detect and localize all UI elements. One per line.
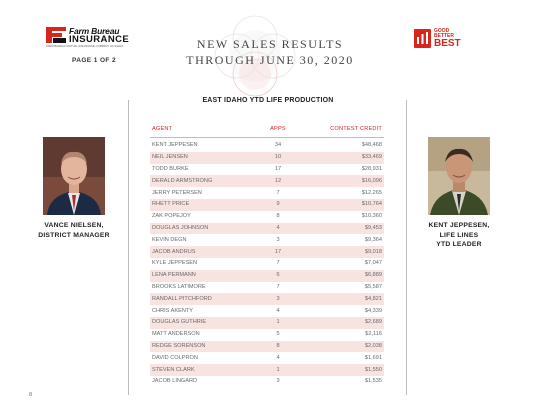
apps-cell: 3 (276, 236, 280, 243)
credit-cell: $16,096 (361, 177, 382, 184)
apps-cell: 10 (274, 154, 282, 161)
agent-cell: BROOKS LATIMORE (152, 283, 206, 290)
table-row (150, 223, 384, 235)
apps-cell: 7 (276, 189, 280, 196)
left-divider (128, 100, 129, 395)
agent-cell: DERALD ARMSTRONG (152, 177, 213, 184)
ytd-leader-product: LIFE LINES (439, 231, 479, 239)
agent-cell: RANDALL PITCHFORD (152, 295, 212, 302)
apps-cell: 3 (276, 295, 280, 302)
table-row (150, 329, 384, 341)
table-row (150, 352, 384, 364)
table-row (150, 317, 384, 329)
brand-name-line1: Farm Bureau (69, 26, 120, 36)
slogan-icon (414, 29, 431, 48)
credit-cell: $5,587 (364, 283, 382, 290)
agent-cell: KENT JEPPESEN (152, 142, 198, 149)
agent-cell: KYLE JEPPESEN (152, 260, 198, 267)
table-row (150, 175, 384, 187)
credit-cell: $9,018 (364, 248, 382, 255)
district-manager-photo (43, 137, 105, 215)
credit-cell: $2,689 (364, 319, 382, 326)
credit-cell: $4,339 (364, 307, 382, 314)
credit-cell: $6,889 (364, 272, 382, 279)
agent-cell: DOUGLAS JOHNSON (152, 224, 209, 231)
slogan-line3: BEST (434, 38, 461, 49)
agent-cell: ZAK POPEJOY (152, 213, 191, 220)
slogan-line1: GOOD (434, 28, 450, 34)
credit-cell: $9,453 (364, 224, 382, 231)
table-row (150, 282, 384, 294)
header-rule (150, 137, 384, 138)
credit-cell: $2,116 (365, 331, 382, 338)
credit-cell: $2,038 (364, 342, 382, 349)
district-manager-name: VANCE NIELSEN, (44, 222, 104, 229)
credit-cell: $10,360 (361, 213, 382, 220)
apps-cell: 4 (276, 354, 280, 361)
apps-cell: 3 (276, 378, 280, 385)
apps-cell: 6 (276, 272, 280, 279)
credit-cell: $7,047 (364, 260, 382, 267)
title-line-1: NEW SALES RESULTS (196, 37, 344, 51)
table-row (150, 211, 384, 223)
apps-cell: 1 (276, 319, 280, 326)
section-title: EAST IDAHO YTD LIFE PRODUCTION (202, 97, 334, 104)
brand-name-line2: INSURANCE (69, 34, 130, 45)
apps-cell: 17 (274, 248, 282, 255)
table-row (150, 246, 384, 258)
agent-cell: RHETT PRICE (152, 201, 190, 208)
good-better-best-logo (414, 28, 466, 50)
apps-cell: 9 (276, 201, 280, 208)
district-manager-caption (19, 221, 129, 240)
agent-cell: REDGE SORENSON (152, 342, 206, 349)
production-table (150, 140, 384, 388)
table-row (150, 376, 384, 388)
agent-cell: JERRY PETERSEN (152, 189, 202, 196)
district-manager-role: DISTRICT MANAGER (38, 231, 110, 239)
credit-cell: $4,821 (364, 295, 382, 302)
farm-bureau-mark-icon (46, 27, 66, 43)
ytd-leader-photo (428, 137, 490, 215)
credit-cell: $10,764 (361, 201, 382, 208)
credit-cell: $33,469 (361, 154, 382, 161)
agent-cell: TODD BURKE (152, 165, 189, 172)
table-row (150, 199, 384, 211)
table-row (150, 293, 384, 305)
apps-cell: 12 (274, 177, 282, 184)
credit-cell: $48,468 (361, 142, 382, 149)
credit-cell: $1,535 (364, 378, 382, 385)
column-header-apps: APPS (270, 126, 286, 132)
apps-cell: 4 (276, 224, 280, 231)
table-row (150, 152, 384, 164)
table-row (150, 187, 384, 199)
table-row (150, 164, 384, 176)
apps-cell: 17 (274, 165, 282, 172)
table-row (150, 140, 384, 152)
brand-tagline: FARM BUREAU MUTUAL INSURANCE COMPANY OF IDAHO (46, 45, 124, 48)
apps-cell: 8 (276, 213, 280, 220)
apps-cell: 4 (276, 307, 280, 314)
column-header-agent: AGENT (152, 126, 173, 132)
agent-cell: DOUGLAS GUTHRIE (152, 319, 207, 326)
credit-cell: $1,691 (364, 354, 382, 361)
credit-cell: $9,364 (364, 236, 382, 243)
agent-cell: LENA PERMANN (152, 272, 196, 279)
table-row (150, 341, 384, 353)
ytd-leader-name: KENT JEPPESEN, (428, 222, 490, 229)
document-title (170, 36, 370, 68)
apps-cell: 34 (274, 142, 282, 149)
credit-cell: $28,931 (361, 165, 382, 172)
agent-cell: JACOB ANDRUS (152, 248, 196, 255)
table-row (150, 305, 384, 317)
apps-cell: 7 (276, 283, 280, 290)
agent-cell: DAVID COLPRON (152, 354, 198, 361)
table-row (150, 270, 384, 282)
page-number: 8 (29, 392, 33, 398)
agent-cell: NEIL JENSEN (152, 154, 188, 161)
column-header-credit: CONTEST CREDIT (330, 126, 382, 132)
credit-cell: $12,265 (361, 189, 382, 196)
ytd-leader-caption (404, 221, 514, 250)
agent-cell: MATT ANDERSON (152, 331, 200, 338)
agent-cell: KEVIN DEGN (152, 236, 187, 243)
table-row (150, 234, 384, 246)
page-indicator: PAGE 1 OF 2 (72, 57, 117, 64)
apps-cell: 1 (276, 366, 280, 373)
title-line-2: THROUGH JUNE 30, 2020 (186, 53, 354, 67)
apps-cell: 5 (276, 331, 280, 338)
apps-cell: 8 (276, 342, 280, 349)
agent-cell: STEVEN CLARK (152, 366, 195, 373)
agent-cell: JACOB LINGARD (152, 378, 198, 385)
ytd-leader-title: YTD LEADER (436, 241, 482, 248)
apps-cell: 7 (276, 260, 280, 267)
agent-cell: CHRIS AKENTY (152, 307, 194, 314)
credit-cell: $1,550 (364, 366, 382, 373)
slogan-line2: BETTER (434, 33, 454, 39)
table-row (150, 258, 384, 270)
farm-bureau-logo (46, 26, 146, 48)
table-row (150, 364, 384, 376)
